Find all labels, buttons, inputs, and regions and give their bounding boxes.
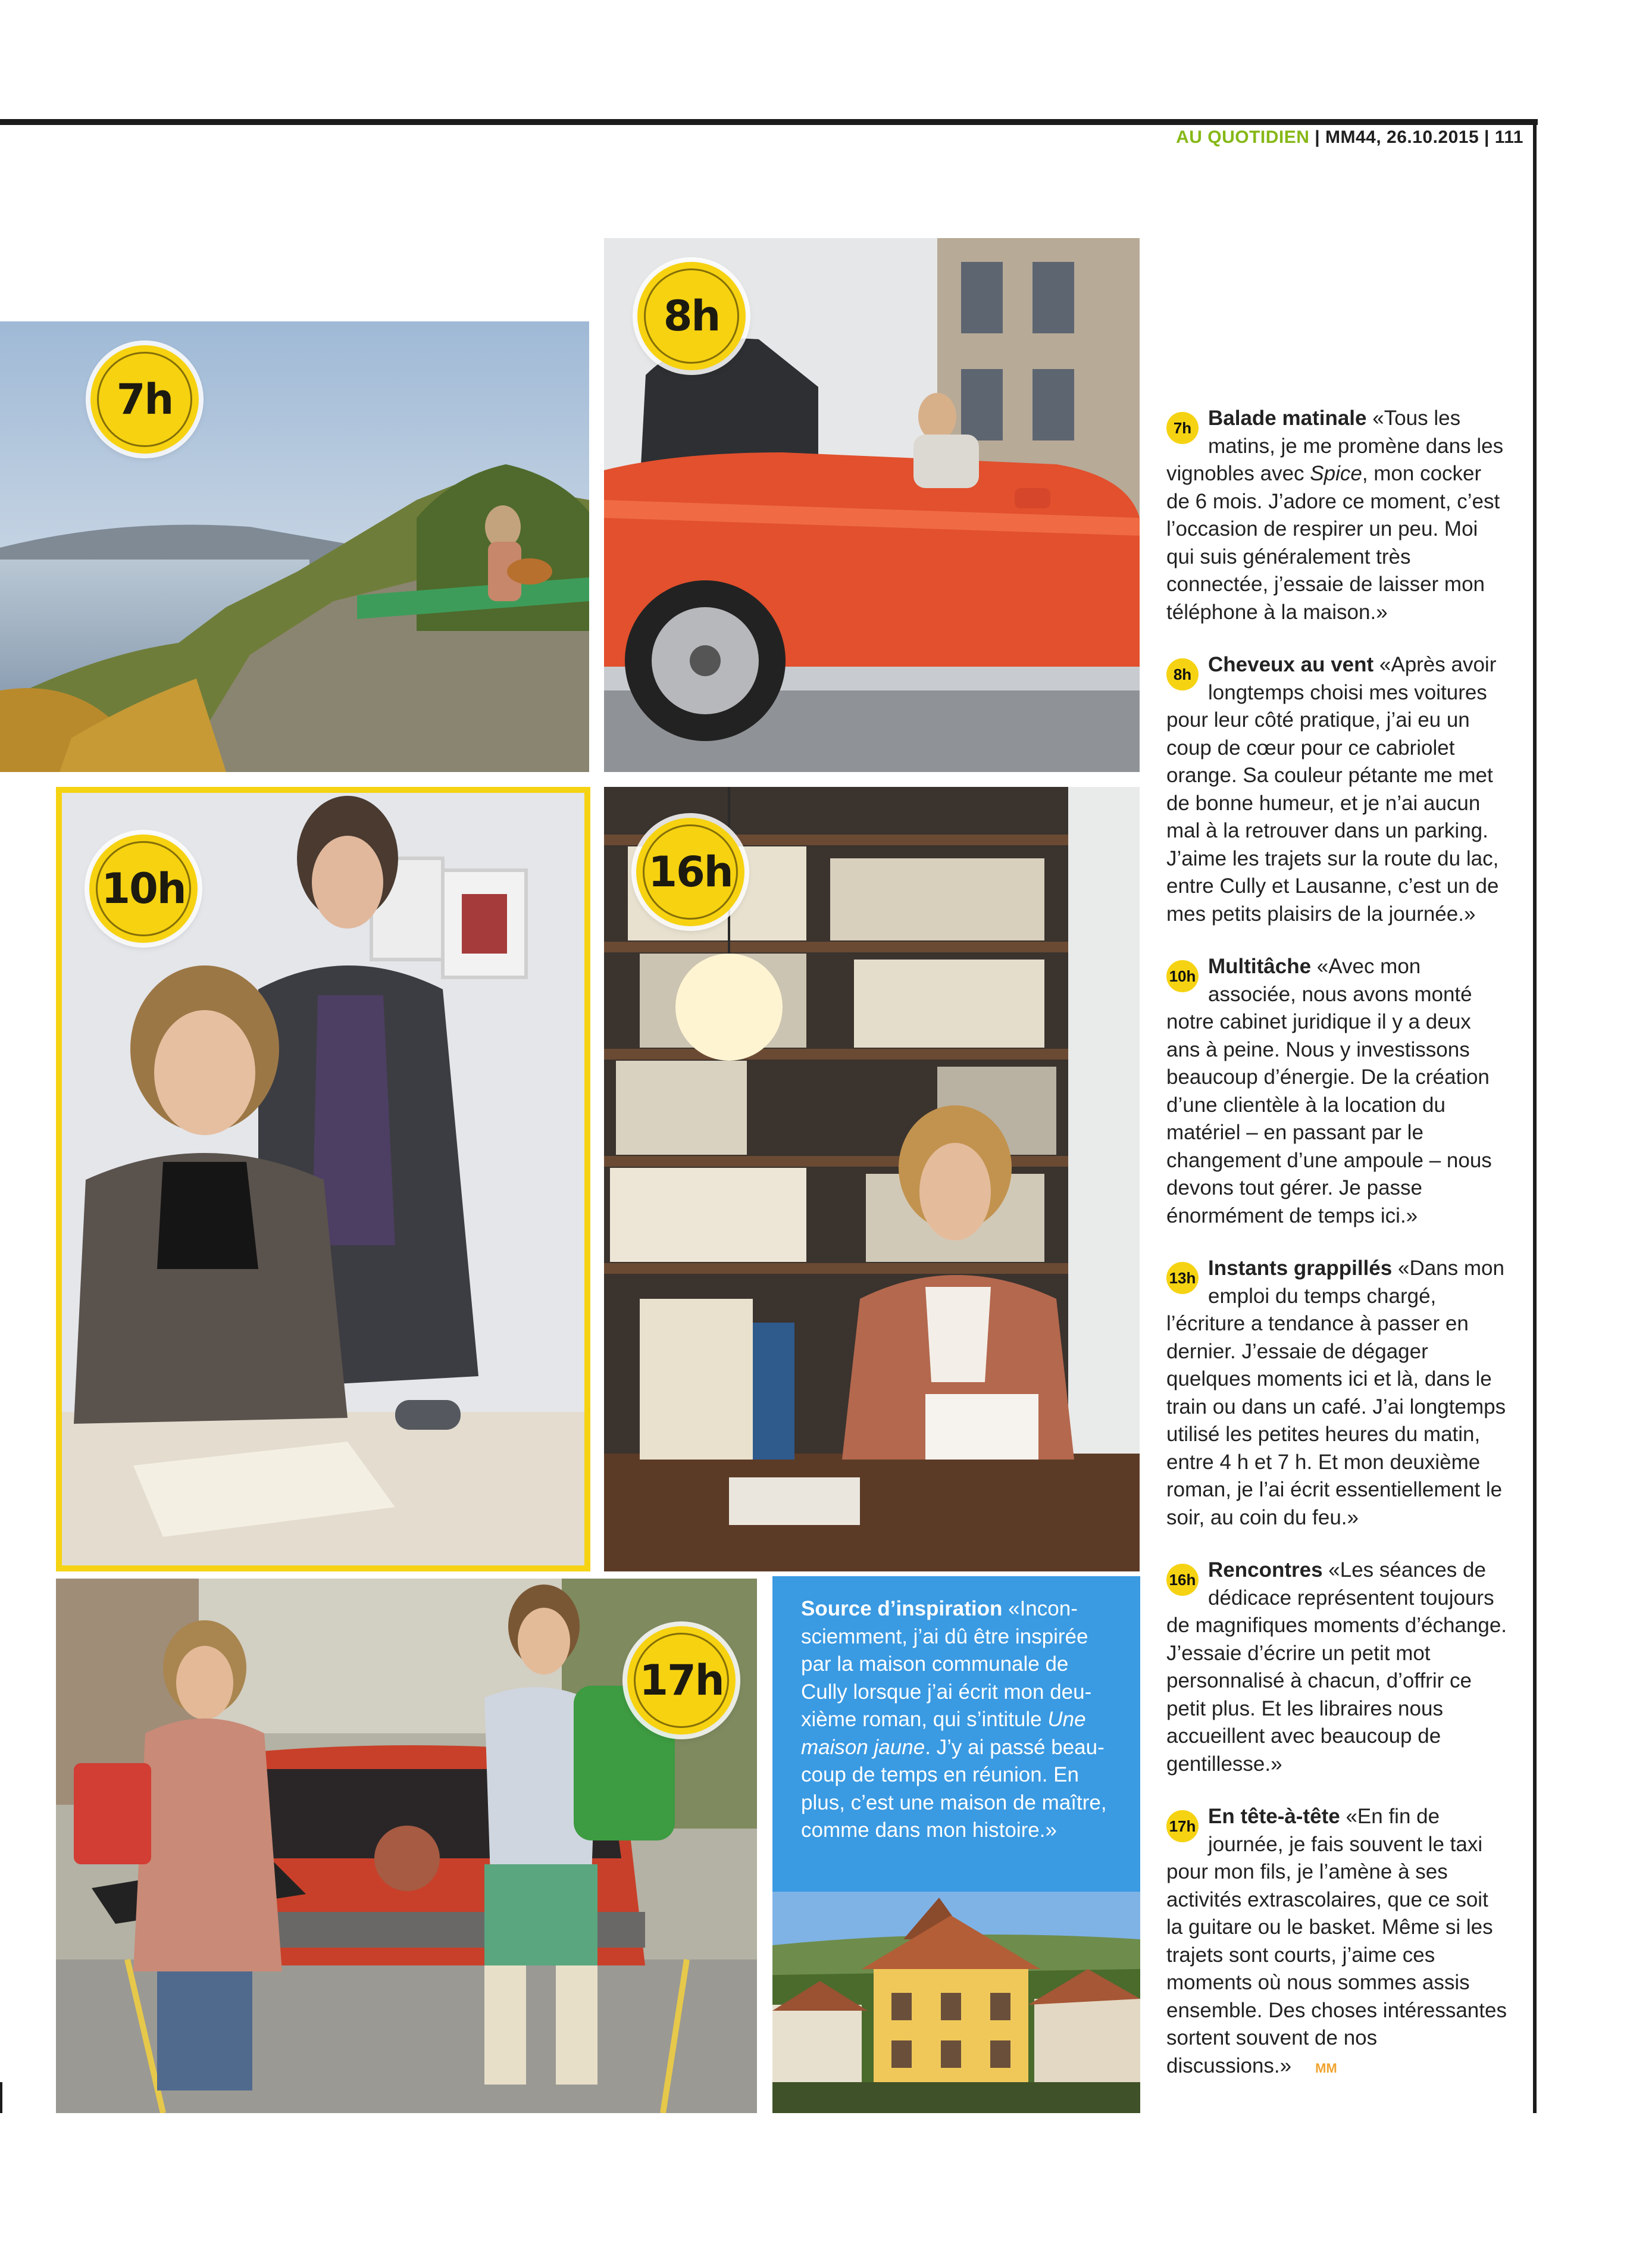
entry-8h [1166,651,1509,928]
time-chip-icon: 17h [1166,1810,1199,1842]
header-separator: | [1309,127,1325,147]
left-edge-mark [0,2082,2,2113]
entry-7h [1166,405,1509,626]
time-chip-icon: 10h [1166,960,1199,992]
time-chip-icon: 16h [1166,1564,1199,1596]
entry-13h [1166,1255,1509,1532]
entry-text: «Dans mon emploi du temps chargé, l’écriture a tendance à passer en dernier. J’essaie de dégager quelques moments ici et là, dans le train ou dans un café. J’ai longtemps utilisé les petites heures du matin, entre 4 h et 7 h. Et mon deuxième roman, je l’ai écrit essentiellement le soir, au coin du feu.» [1166,1257,1506,1529]
entry-text: «Tous les matins, je me promène dans les vignobles avec [1166,407,1504,485]
photo-bookshop [604,787,1140,1571]
entry-text: «Avec mon associée, nous avons monté notre cabinet juridique il y a deux ans à peine. Nous y investissons beaucoup d’énergie. De la création d’une clientèle à la location du matériel – en passant par le changement d’une ampoule – nous devons tout gérer. Je passe énormément de temps ici.» [1166,955,1492,1227]
inspiration-box [772,1576,1140,1892]
entry-10h [1166,953,1509,1230]
entry-title: Rencontres [1208,1558,1323,1582]
inspiration-title: Source d’inspiration [801,1597,1003,1620]
diary-column [1166,405,1509,2107]
photo-convertible [604,238,1140,772]
issue-label: MM44, 26.10.2015 [1325,127,1479,147]
entry-title: Multitâche [1208,955,1312,978]
entry-title: Cheveux au vent [1208,653,1374,676]
photo-yellow-house [772,1892,1140,2113]
entry-16h [1166,1557,1509,1778]
inspiration-text-a: «Inconsciemment, j’ai dû être inspirée par la maison communale de Cully lorsque j’ai écrit mon deuxième roman, qui s’intitule [801,1597,1092,1731]
section-label: AU QUOTIDIEN [1176,127,1310,147]
time-badge-17h: 17h [627,1626,736,1735]
entry-text: , mon cocker de 6 mois. J’adore ce moment, c’est l’occasion de respirer un peu. Moi qui suis généralement très connectée, j’essaie de laisser mon téléphone à la maison.» [1166,462,1500,624]
inspiration-book-title: Une maison jaune [801,1708,1086,1759]
entry-title: Instants grappillés [1208,1257,1393,1280]
time-chip-icon: 8h [1166,658,1199,690]
entry-text: «En fin de journée, je fais souvent le taxi pour mon fils, je l’amène à ses activités extrascolaires, que ce soit la guitare ou le basket. Même si les trajets sont courts, j’aime ces moments où nous sommes assis ensemble. Des choses intéressantes sortent souvent de nos discussions.» [1166,1805,1507,2077]
entry-text: «Après avoir longtemps choisi mes voitures pour leur côté pratique, j’ai eu un coup de cœur pour ce cabriolet orange. Sa couleur pétante me met de bonne humeur, et je n’ai aucun mal à la retrouver dans un parking. J’aime les trajets sur la route du lac, entre Cully et Lausanne, c’est un de mes petits plaisirs de la journée.» [1166,653,1499,926]
time-chip-icon: 13h [1166,1262,1199,1294]
author-signature: MM [1315,2060,1337,2076]
entry-dog-name: Spice [1310,462,1362,485]
top-rule [0,119,1538,125]
inspiration-text-b: . J’y ai passé beaucoup de temps en réunion. En plus, c’est une maison de maître, comme dans mon histoire.» [801,1735,1107,1842]
page-number: 111 [1494,127,1523,147]
entry-text: «Les séances de dédicace représentent toujours de magnifiques moments d’échange. J’essaie d’écrire un petit mot personnalisé à chacun, d’offrir ce petit plus. Et les libraires nous accueillent avec beaucoup de gentillesse.» [1166,1558,1507,1776]
right-rule [1533,119,1537,2113]
photo-car-trunk [56,1579,757,2113]
photo-vineyard [0,321,589,772]
time-badge-8h: 8h [637,262,746,370]
page-header [1176,127,1523,148]
time-chip-icon: 7h [1166,412,1199,444]
time-badge-10h: 10h [89,835,198,943]
entry-title: En tête-à-tête [1208,1805,1340,1828]
header-separator: | [1479,127,1495,147]
time-badge-16h: 16h [636,818,744,926]
time-badge-7h: 7h [90,345,199,454]
entry-title: Balade matinale [1208,407,1367,430]
entry-17h [1166,1803,1509,2082]
highlight-frame [56,787,590,1571]
